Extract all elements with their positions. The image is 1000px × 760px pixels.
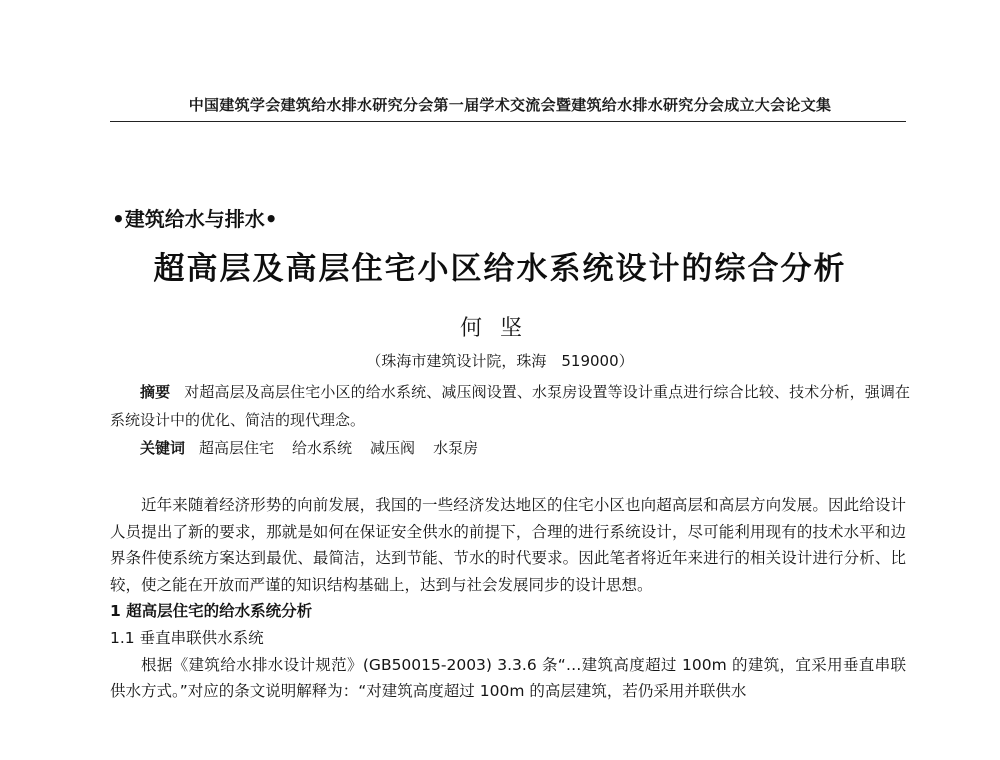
section-label: •建筑给水与排水• bbox=[112, 207, 278, 231]
keywords bbox=[140, 434, 496, 462]
keyword: 超高层住宅 bbox=[199, 439, 275, 457]
section-heading: 1 超高层住宅的给水系统分析 bbox=[110, 602, 313, 621]
abstract-label: 摘要 bbox=[140, 383, 171, 401]
proceedings-header: 中国建筑学会建筑给水排水研究分会第一届学术交流会暨建筑给水排水研究分会成立大会论文集 bbox=[188, 96, 832, 114]
keyword: 给水系统 bbox=[292, 439, 353, 457]
paper-title: 超高层及高层住宅小区给水系统设计的综合分析 bbox=[153, 251, 847, 287]
body-text bbox=[110, 492, 906, 705]
keywords-label: 关键词 bbox=[140, 439, 186, 457]
author-affiliation: （珠海市建筑设计院，珠海 519000） bbox=[366, 352, 634, 370]
intro-paragraph: 近年来随着经济形势的向前发展，我国的一些经济发达地区的住宅小区也向超高层和高层方向发展。因此给设计人员提出了新的要求，那就是如何在保证安全供水的前提下，合理的进行系统设计，尽可能利用现有的技术水平和边界条件使系统方案达到最优、最简洁，达到节能、节水的时代要求。因此笔者将近年来进行的相关设计进行分析、比较，使之能在开放而严谨的知识结构基础上，达到与社会发展同步的设计思想。 bbox=[110, 496, 906, 594]
abstract bbox=[110, 378, 910, 434]
subsection-heading: 1.1 垂直串联供水系统 bbox=[110, 628, 264, 647]
section-paragraph: 根据《建筑给水排水设计规范》(GB50015-2003) 3.3.6 条“…建筑高度超过 100m 的建筑，宜采用垂直串联供水方式。”对应的条文说明解释为：“对建筑高度超过 100m 的高层建筑，若仍采用并联供水 bbox=[110, 655, 906, 701]
author-name: 何坚 bbox=[459, 316, 540, 341]
keyword: 水泵房 bbox=[433, 439, 479, 457]
header-rule bbox=[110, 121, 906, 122]
abstract-text: 对超高层及高层住宅小区的给水系统、减压阀设置、水泵房设置等设计重点进行综合比较、技术分析，强调在系统设计中的优化、简洁的现代理念。 bbox=[110, 383, 910, 429]
keyword: 减压阀 bbox=[370, 439, 416, 457]
